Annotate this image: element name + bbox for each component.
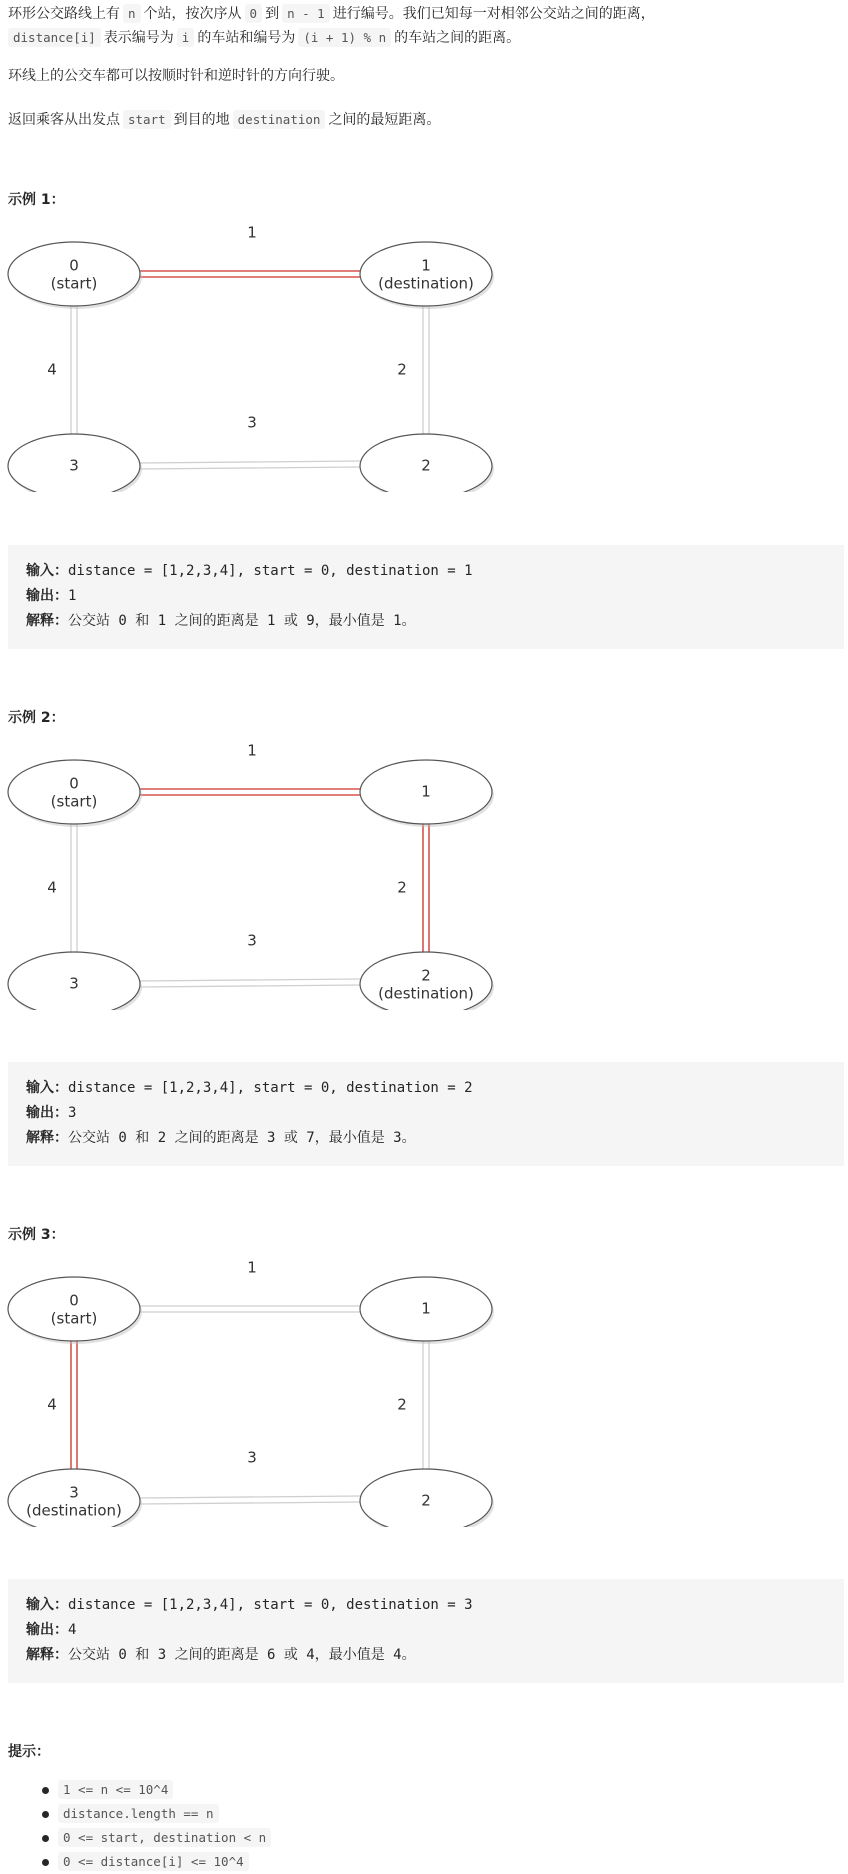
example-1-explain-line: 解释：公交站 0 和 1 之间的距离是 1 或 9，最小值是 1。 xyxy=(26,613,416,629)
station-node-0 xyxy=(8,242,142,309)
example-1-input-line: 输入：distance = [1,2,3,4], start = 0, destination = 1 xyxy=(26,563,473,579)
edge-label-top: 1 xyxy=(247,1258,257,1277)
station-node-3 xyxy=(8,1469,142,1527)
example-3-heading: 示例 3： xyxy=(8,1227,65,1243)
tip-item: 0 <= distance[i] <= 10^4 xyxy=(58,1850,274,1874)
tip-item: 1 <= n <= 10^4 xyxy=(58,1778,274,1802)
example-2-output-line: 输出：3 xyxy=(26,1105,77,1121)
edge-right xyxy=(423,1341,429,1469)
station-node-label: 0 xyxy=(69,774,79,793)
example-3-code-block xyxy=(8,1579,844,1683)
edge-label-bottom: 3 xyxy=(247,1448,257,1467)
edge-left xyxy=(71,824,77,952)
edge-label-left: 4 xyxy=(47,878,57,897)
edge-label-right: 2 xyxy=(397,360,407,379)
edge-label-bottom: 3 xyxy=(247,413,257,432)
station-node-label: 0 xyxy=(69,1291,79,1310)
edge-label-right: 2 xyxy=(397,1395,407,1414)
station-node-label: 1 xyxy=(421,782,431,801)
edge-top xyxy=(140,271,360,277)
edge-label-top: 1 xyxy=(247,741,257,760)
station-node-label: (start) xyxy=(50,1309,98,1328)
tip-item: distance.length == n xyxy=(58,1802,274,1826)
station-node-1 xyxy=(360,1277,494,1344)
station-node-2 xyxy=(360,952,494,1010)
station-node-1 xyxy=(360,760,494,827)
station-node-label: (start) xyxy=(50,792,98,811)
intro-paragraph-2: 环线上的公交车都可以按顺时针和逆时针的方向行驶。 xyxy=(8,68,344,84)
ring-diagram-svg xyxy=(0,1251,500,1527)
station-node-0 xyxy=(8,760,142,827)
ring-diagram-svg xyxy=(0,734,500,1010)
station-node-2 xyxy=(360,1469,494,1527)
station-node-label: (destination) xyxy=(378,274,474,293)
example-2-code-block xyxy=(8,1062,844,1166)
intro-paragraph-3: 返回乘客从出发点 start 到目的地 destination 之间的最短距离。 xyxy=(8,112,441,128)
edge-bottom xyxy=(140,461,360,469)
station-node-label: (start) xyxy=(50,274,98,293)
station-node-2 xyxy=(360,434,494,492)
example-1-diagram xyxy=(0,216,500,492)
station-node-label: 1 xyxy=(421,256,431,275)
station-node-label: 3 xyxy=(69,1483,79,1502)
intro-paragraph-1a: 环形公交路线上有 n 个站，按次序从 0 到 n - 1 进行编号。我们已知每一对相邻公交站之间的距离， xyxy=(8,6,655,22)
example-1-output-line: 输出：1 xyxy=(26,588,77,604)
station-node-label: 2 xyxy=(421,456,431,475)
edge-left xyxy=(71,306,77,434)
edge-bottom xyxy=(140,1496,360,1504)
edge-bottom xyxy=(140,979,360,987)
example-2-explain-line: 解释：公交站 0 和 2 之间的距离是 3 或 7，最小值是 3。 xyxy=(26,1130,416,1146)
tip-item: 0 <= start, destination < n xyxy=(58,1826,274,1850)
intro-paragraph-1b: distance[i] 表示编号为 i 的车站和编号为 (i + 1) % n 的车站之间的距离。 xyxy=(8,26,520,50)
edge-top xyxy=(140,789,360,795)
example-2-diagram xyxy=(0,734,500,1010)
station-node-label: 2 xyxy=(421,1491,431,1510)
edge-right xyxy=(423,824,429,952)
station-node-label: 3 xyxy=(69,456,79,475)
example-3-explain-line: 解释：公交站 0 和 3 之间的距离是 6 或 4，最小值是 4。 xyxy=(26,1647,416,1663)
edge-left xyxy=(71,1341,77,1469)
example-3-diagram xyxy=(0,1251,500,1527)
tips-heading: 提示： xyxy=(8,1744,50,1760)
edge-label-left: 4 xyxy=(47,1395,57,1414)
station-node-label: 1 xyxy=(421,1299,431,1318)
tips-list xyxy=(8,1778,274,1874)
edge-label-top: 1 xyxy=(247,223,257,242)
station-node-3 xyxy=(8,952,142,1010)
edge-top xyxy=(140,1306,360,1312)
example-3-input-line: 输入：distance = [1,2,3,4], start = 0, destination = 3 xyxy=(26,1597,473,1613)
station-node-3 xyxy=(8,434,142,492)
edge-right xyxy=(423,306,429,434)
station-node-1 xyxy=(360,242,494,309)
edge-label-bottom: 3 xyxy=(247,931,257,950)
ring-diagram-svg xyxy=(0,216,500,492)
station-node-label: (destination) xyxy=(26,1501,122,1520)
station-node-0 xyxy=(8,1277,142,1344)
station-node-label: 2 xyxy=(421,966,431,985)
example-2-input-line: 输入：distance = [1,2,3,4], start = 0, destination = 2 xyxy=(26,1080,473,1096)
station-node-label: 0 xyxy=(69,256,79,275)
example-2-heading: 示例 2： xyxy=(8,710,65,726)
example-3-output-line: 输出：4 xyxy=(26,1622,77,1638)
station-node-label: 3 xyxy=(69,974,79,993)
example-1-heading: 示例 1： xyxy=(8,192,65,208)
example-1-code-block xyxy=(8,545,844,649)
edge-label-right: 2 xyxy=(397,878,407,897)
edge-label-left: 4 xyxy=(47,360,57,379)
station-node-label: (destination) xyxy=(378,984,474,1003)
